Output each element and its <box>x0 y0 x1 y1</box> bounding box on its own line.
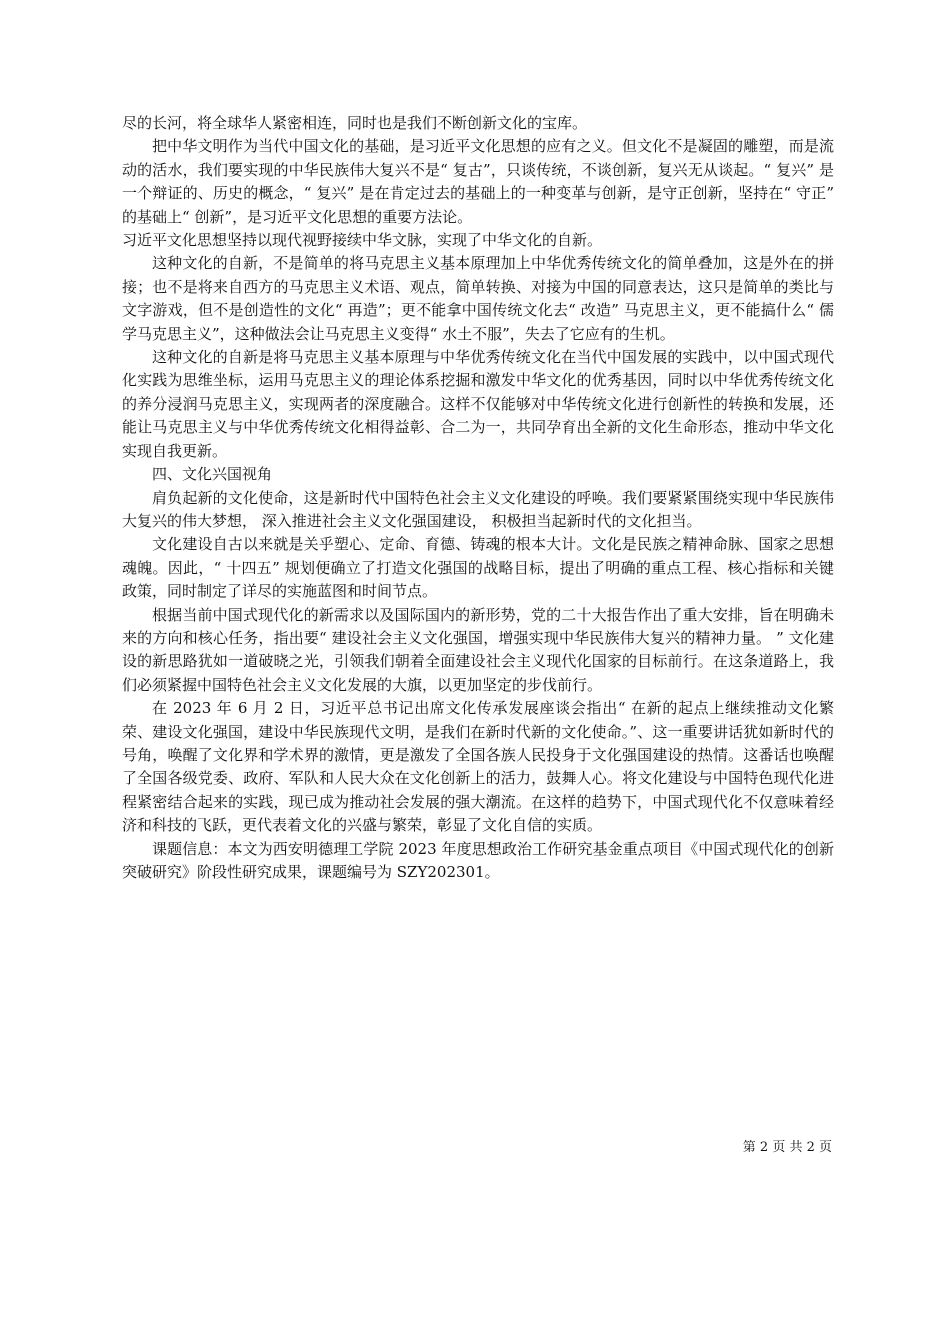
document-body <box>122 112 834 884</box>
paragraph: 尽的长河，将全球华人紧密相连，同时也是我们不断创新文化的宝库。 <box>122 114 588 132</box>
paragraph: 文化建设自古以来就是关乎塑心、定命、育德、铸魂的根本大计。文化是民族之精神命脉、国家之思想魂魄。因此，“ 十四五” 规划便确立了打造文化强国的战略目标，提出了明确的重点工程、核心指标和关键政策，同时制定了详尽的实施蓝图和时间节点。 <box>122 535 834 601</box>
paragraph: 这种文化的自新是将马克思主义基本原理与中华优秀传统文化在当代中国发展的实践中，以中国式现代化实践为思维坐标，运用马克思主义的理论体系挖掘和激发中华文化的优秀基因，同时以中华优秀传统文化的养分浸润马克思主义，实现两者的深度融合。这样不仅能够对中华传统文化进行创新性的转换和发展，还能让马克思主义与中华优秀传统文化相得益彰、合二为一，共同孕育出全新的文化生命形态，推动中华文化实现自我更新。 <box>122 348 834 460</box>
page-number: 第 2 页 共 2 页 <box>742 1140 832 1155</box>
section-heading: 四、文化兴国视角 <box>152 465 273 484</box>
paragraph: 根据当前中国式现代化的新需求以及国际国内的新形势，党的二十大报告作出了重大安排，旨在明确未来的方向和核心任务，指出要“ 建设社会主义文化强国，增强实现中华民族伟大复兴的精神力量。 ” 文化建设的新思路犹如一道破晓之光，引领我们朝着全面建设社会主义现代化国家的目标前行。在这条道路上，我们必须紧握中国特色社会主义文化发展的大旗，以更加坚定的步伐前行。 <box>122 605 834 694</box>
paragraph: 把中华文明作为当代中国文化的基础，是习近平文化思想的应有之义。但文化不是凝固的雕塑，而是流动的活水，我们要实现的中华民族伟大复兴不是“ 复古”，只谈传统，不谈创新，复兴无从谈起。“ 复兴” 是一个辩证的、历史的概念，“ 复兴” 是在肯定过去的基础上的一种变革与创新，是守正创新，坚持在“ 守正” 的基础上“ 创新”，是习近平文化思想的重要方法论。 <box>122 137 834 226</box>
paragraph: 这种文化的自新，不是简单的将马克思主义基本原理加上中华优秀传统文化的简单叠加，这是外在的拼接；也不是将来自西方的马克思主义术语、观点，简单转换、对接为中国的同意表达，这只是简单的类比与文字游戏，但不是创造性的文化“ 再造”；更不能拿中国传统文化去“ 改造” 马克思主义，更不能搞什么“ 儒学马克思主义”，这种做法会让马克思主义变得“ 水土不服”，失去了它应有的生机。 <box>122 254 834 343</box>
paragraph: 在 2023 年 6 月 2 日，习近平总书记出席文化传承发展座谈会指出“ 在新的起点上继续推动文化繁荣、建设文化强国，建设中华民族现代文明，是我们在新时代新的文化使命。”、这一重要讲话犹如新时代的号角，唤醒了文化界和学术界的激情，更是激发了全国各族人民投身于文化强国建设的热情。这番话也唤醒了全国各级党委、政府、军队和人民大众在文化创新上的活力，鼓舞人心。将文化建设与中国特色现代化进程紧密结合起来的实践，现已成为推动社会发展的强大潮流。在这样的趋势下，中国式现代化不仅意味着经济和科技的飞跃，更代表着文化的兴盛与繁荣，彰显了文化自信的实质。 <box>122 699 834 835</box>
paragraph: 肩负起新的文化使命，这是新时代中国特色社会主义文化建设的呼唤。我们要紧紧围绕实现中华民族伟大复兴的伟大梦想， 深入推进社会主义文化强国建设， 积极担当起新时代的文化担当。 <box>122 488 834 530</box>
paragraph: 习近平文化思想坚持以现代视野接续中华文脉，实现了中华文化的自新。 <box>122 231 603 250</box>
project-info: 课题信息：本文为西安明德理工学院 2023 年度思想政治工作研究基金重点项目《中国式现代化的创新突破研究》阶段性研究成果，课题编号为 SZY202301。 <box>122 839 834 881</box>
